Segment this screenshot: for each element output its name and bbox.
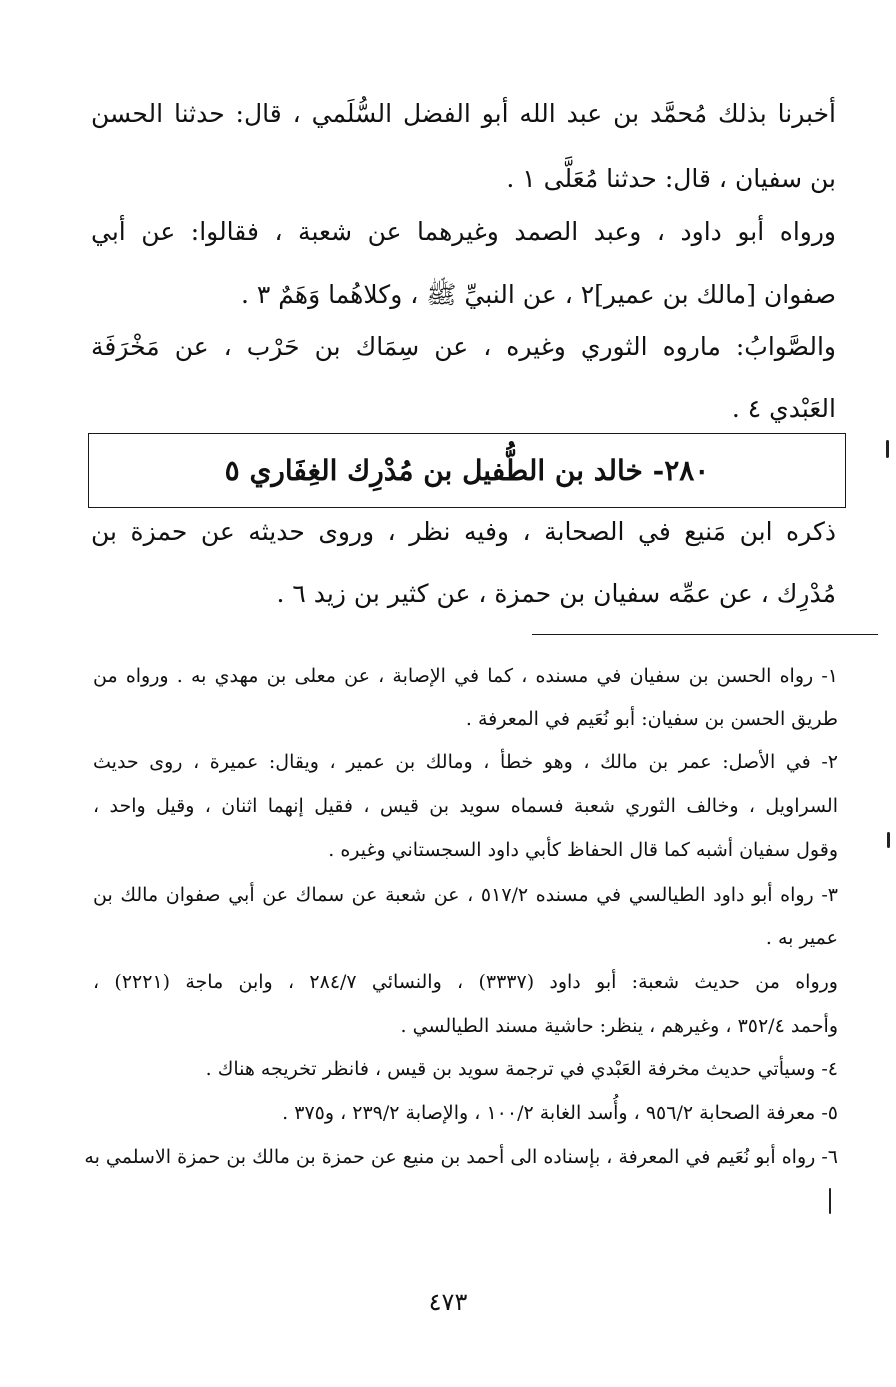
page-number: ٤٧٣	[428, 1288, 468, 1316]
footnote-line: ٥- معرفة الصحابة ٩٥٦/٢ ، وأُسد الغابة ١٠٠/٢ ، والإصابة ٢٣٩/٢ ، و٣٧٥ .	[282, 1102, 838, 1124]
footnote-line: طريق الحسن بن سفيان: أبو نُعَيم في المعرفة .	[465, 708, 838, 730]
footnote-line: ٢- في الأصل: عمر بن مالك ، وهو خطأ ، ومالك بن عمير ، ويقال: عميرة ، روى حديث	[93, 751, 838, 773]
footnote-line: عمير به .	[765, 927, 838, 949]
entry-heading-box	[88, 433, 846, 508]
footnote-line: ٤- وسيأتي حديث مخرفة العَبْدي في ترجمة سويد بن قيس ، فانظر تخريجه هناك .	[205, 1058, 838, 1080]
margin-scan-mark	[829, 1188, 831, 1214]
entry-heading: ٢٨٠- خالد بن الطُّفيل بن مُدْرِك الغِفَاري ٥	[224, 454, 710, 487]
footnote-line: ورواه من حديث شعبة: أبو داود (٣٣٣٧) ، والنسائي ٢٨٤/٧ ، وابن ماجة (٢٢٢١) ،	[93, 971, 838, 993]
footnote-separator	[532, 634, 878, 635]
margin-scan-mark	[886, 440, 889, 458]
footnote-line: ١- رواه الحسن بن سفيان في مسنده ، كما في الإصابة ، عن معلى بن مهدي به . ورواه من	[93, 665, 838, 687]
main-text-line: العَبْدي ٤ .	[731, 394, 836, 423]
main-text-line: صفوان [مالك بن عمير]٢ ، عن النبيِّ ﷺ ، وكلاهُما وَهَمٌ ٣ .	[240, 280, 836, 309]
footnote-line: وقول سفيان أشبه كما قال الحفاظ كأبي داود السجستاني وغيره .	[328, 839, 838, 861]
main-text-line: والصَّوابُ: ماروه الثوري وغيره ، عن سِمَاك بن حَرْب ، عن مَخْرَفَة	[91, 332, 836, 361]
footnote-line: ٦- رواه أبو نُعَيم في المعرفة ، بإسناده الى أحمد بن منيع عن حمزة بن مالك بن حمزة الاسلمي به	[84, 1146, 838, 1168]
main-text-line: ورواه أبو داود ، وعبد الصمد وغيرهما عن شعبة ، فقالوا: عن أبي	[91, 217, 836, 246]
main-text-line: بن سفيان ، قال: حدثنا مُعَلَّى ١ .	[506, 164, 836, 193]
margin-scan-mark	[887, 832, 890, 848]
footnote-line: ٣- رواه أبو داود الطيالسي في مسنده ٥١٧/٢ ، عن شعبة عن سماك عن أبي صفوان مالك بن	[93, 884, 838, 906]
main-text-line: أخبرنا بذلك مُحمَّد بن عبد الله أبو الفضل السُّلَمي ، قال: حدثنا الحسن	[91, 99, 836, 128]
entry-text-line: ذكره ابن مَنيع في الصحابة ، وفيه نظر ، وروى حديثه عن حمزة بن	[91, 517, 836, 546]
entry-text-line: مُدْرِك ، عن عمِّه سفيان بن حمزة ، عن كثير بن زيد ٦ .	[276, 579, 836, 608]
footnote-line: وأحمد ٣٥٢/٤ ، وغيرهم ، ينظر: حاشية مسند الطيالسي .	[400, 1015, 838, 1037]
footnote-line: السراويل ، وخالف الثوري شعبة فسماه سويد بن قيس ، فقيل إنهما اثنان ، وقيل واحد ،	[93, 795, 838, 817]
